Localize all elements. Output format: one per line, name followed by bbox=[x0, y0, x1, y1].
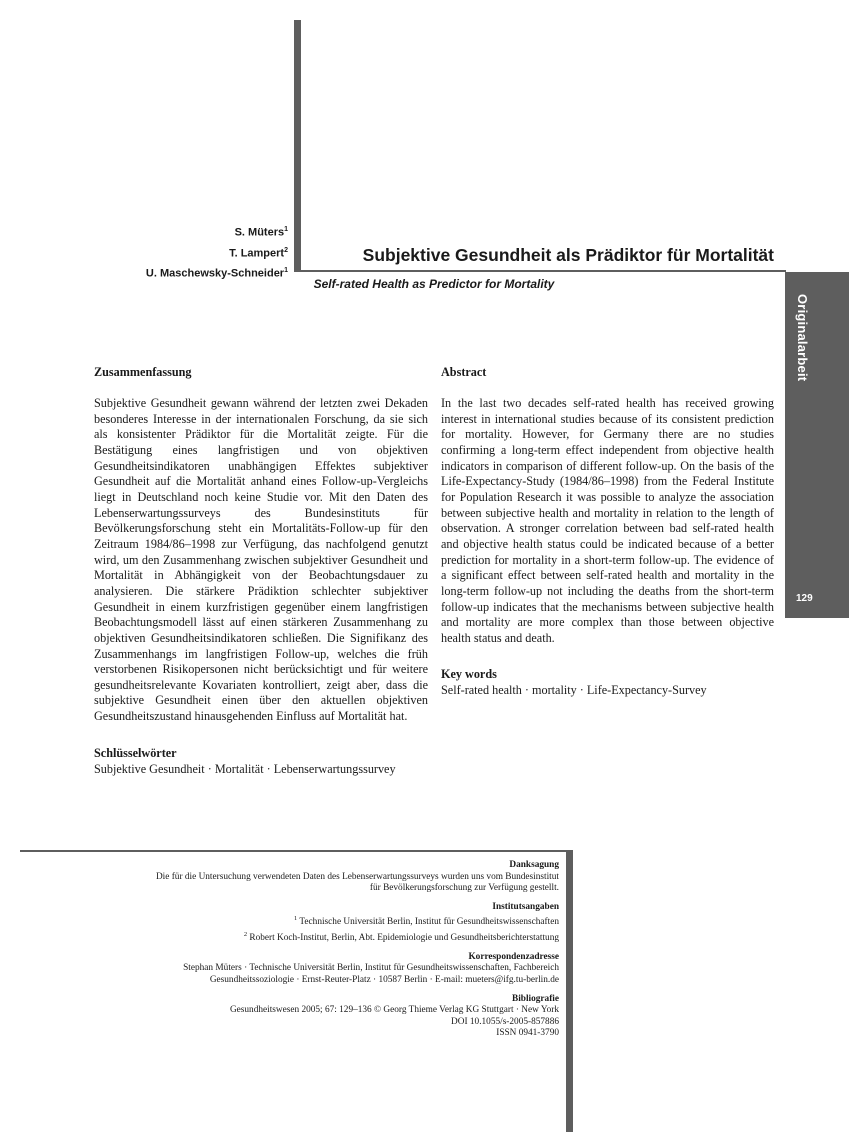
danksagung-line: Die für die Untersuchung verwendeten Daten des Lebenserwartungssurveys wurden uns vom Bundesinstitut bbox=[155, 871, 559, 882]
institute-line: $^2$ Robert Koch-Institut, Berlin, Abt. Epidemiologie und Gesundheitsberichterstattung bbox=[243, 931, 559, 944]
author: U. Maschewsky-Schneider$^1$ bbox=[145, 267, 288, 280]
danksagung-heading: Danksagung bbox=[509, 860, 559, 870]
top-vertical-rule bbox=[294, 20, 301, 272]
author: T. Lampert$^2$ bbox=[229, 246, 288, 260]
article-title: Subjektive Gesundheit als Prädiktor für Mortalität bbox=[362, 245, 774, 265]
page-number: 129 bbox=[796, 593, 813, 604]
section-label: Originalarbeit bbox=[795, 294, 810, 382]
danksagung-line: für Bevölkerungsforschung zur Verfügung gestellt. bbox=[369, 883, 559, 894]
bibliografie-issn: ISSN 0941-3790 bbox=[496, 1028, 559, 1039]
article-info-block bbox=[60, 860, 559, 1040]
bibliografie-line: Gesundheitswesen 2005; 67: 129–136 © Georg Thieme Verlag KG Stuttgart · New York bbox=[229, 1005, 559, 1016]
info-vertical-rule bbox=[566, 850, 573, 1132]
institute-line: $^1$ Technische Universität Berlin, Institut für Gesundheitswissenschaften bbox=[293, 915, 559, 928]
korrespondenz-line: Gesundheitssoziologie · Ernst-Reuter-Platz · 10587 Berlin · E-mail: mueters@ifg.tu-berlin.de bbox=[209, 974, 559, 985]
zusammenfassung-text: Subjektive Gesundheit gewann während der letzten zwei Dekaden besonderes Interesse in der internationalen Forschung, da sie sich als konsistenter Prädiktor für die Mortalität zeigte. Für die Bestätigung eines langfristigen und von objektiven Gesundheitsindikatoren unabhängigen Effektes subjektiver Gesundheit auf die Mortalität anhand eines Follow-up-Vergleichs liegt in Deutschland noch keine Studie vor. Mit den Daten des Lebenserwartungssurveys des Bundesinstituts für Bevölkerungsforschung steht ein Mortalitäts-Follow-up für den Zeitraum 1984/86–1998 zur Verfügung, das nachfolgend genutzt wird, um den Zusammenhang zwischen subjektiver Gesundheit und Mortalität in Abhängigkeit von der Beobachtungsdauer zu analysieren. Die stärkere Prädiktion schlechter subjektiver Gesundheit in einem kurzfristigen gegenüber einem langfristigen Beobachtungsmodell lässt auf einen stärkeren Zusammenhang zu objektiven Gesundheitsindikatoren schließen. Die Signifikanz des Zusammenhangs im langfristigen Follow-up, welches die früh verstorbenen Risikopersonen nicht berücksichtigt und für weitere gesundheitsrelevante Kovariaten kontrolliert, zeigt aber, dass die subjektive Gesundheit einen über den aktuellen objektiven Gesundheitszustand hinausgehenden Einfluss auf Mortalität hat. bbox=[94, 396, 428, 724]
abstract-text: In the last two decades self-rated health has received growing interest in international studies because of its consistent prediction for mortality. However, for Germany there are no studies confirming a long-term effect independent from objective health indicators in comparison of different follow-up. On the basis of the Life-Expectancy-Study (1984/86–1998) from the Federal Institute for Population Research it was possible to analyze the association between subjective health and mortality in relation to the length of observation. A stronger correlation between bad self-rated health and objective health status could be indicated because of a better prediction for mortality in a short-term follow-up. The evidence of a significant effect between self-rated health and mortality in the long-term follow-up not including the deaths from the short-term follow-up indicates that the mechanisms between subjective health and mortality are more complex than those between objective health status and death. bbox=[441, 396, 774, 645]
article-subtitle: Self-rated Health as Predictor for Mortality bbox=[313, 277, 555, 291]
key-words-text: Self-rated health · mortality · Life-Expectancy-Survey bbox=[441, 683, 707, 697]
institut-heading: Institutsangaben bbox=[492, 901, 559, 912]
zusammenfassung-heading: Zusammenfassung bbox=[94, 365, 192, 379]
korrespondenz-heading: Korrespondenzadresse bbox=[468, 951, 559, 962]
schluesselwoerter-heading: Schlüsselwörter bbox=[94, 746, 177, 760]
author-list bbox=[60, 221, 288, 283]
korrespondenz-line: Stephan Müters · Technische Universität Berlin, Institut für Gesundheitswissenschaften, Fachbereich bbox=[183, 963, 559, 974]
author: S. Müters$^1$ bbox=[234, 226, 288, 239]
schluesselwoerter-text: Subjektive Gesundheit · Mortalität · Lebenserwartungssurvey bbox=[94, 762, 396, 776]
bibliografie-heading: Bibliografie bbox=[512, 993, 559, 1004]
abstract-heading: Abstract bbox=[441, 365, 487, 379]
bibliografie-doi: DOI 10.1055/s-2005-857886 bbox=[451, 1016, 559, 1027]
title-rule bbox=[294, 270, 786, 272]
key-words-heading: Key words bbox=[441, 667, 497, 681]
info-rule bbox=[20, 850, 573, 852]
